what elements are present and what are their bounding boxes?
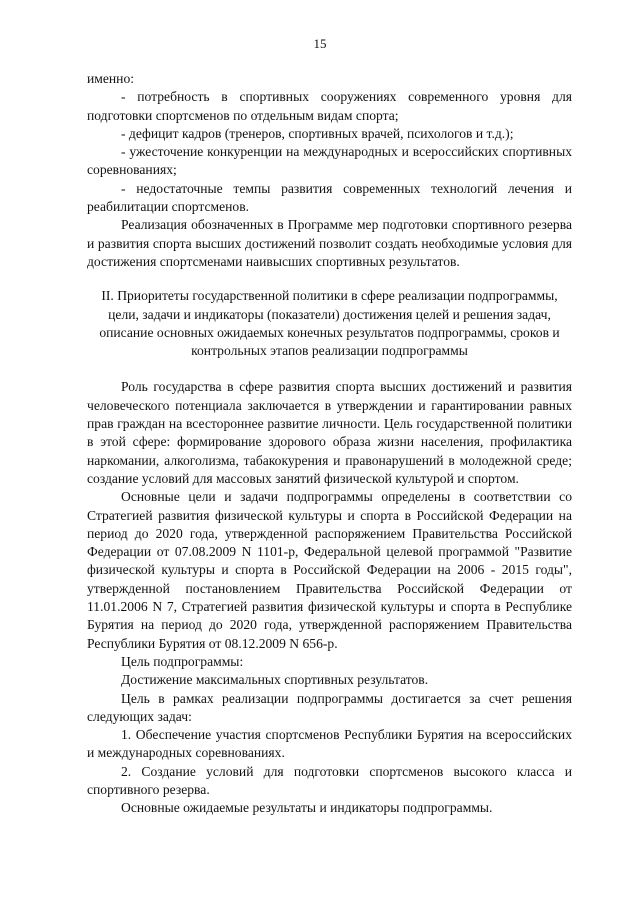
paragraph: Достижение максимальных спортивных результатов. (121, 672, 429, 688)
list-item: 2. Создание условий для подготовки спортсменов высокого класса и спортивного резерва. (87, 763, 572, 797)
paragraph: именно: (87, 71, 135, 86)
paragraph: Основные цели и задачи подпрограммы определены в соответствии со Стратегией развития физической культуры и спорта в Российской Федерации на период до 2020 года, утвержденной распоряжением Правительства Российской Федерации от 07.08.2009 N 1101-р, Федеральной целевой программой "Развитие физической культуры и спорта в Российской Федерации на 2006 - 2015 годы", утвержденной постановлением Правительства Российской Федерации от 11.01.2006 N 7, Стратегией развития физической культуры и спорта в Республике Бурятия на период до 2020 года, утвержденной распоряжением Правительства Республики Бурятия от 08.12.2009 N 656-р. (87, 489, 572, 651)
document-body (87, 70, 572, 818)
list-item: - ужесточение конкуренции на международных и всероссийских спортивных соревнованиях; (87, 144, 572, 178)
section-heading: II. Приоритеты государственной политики в сфере реализации подпрограммы, цели, задачи и индикаторы (показатели) достижения целей и решения задач, описание основных ожидаемых конечных результатов подпрограммы, сроков и контрольных этапов реализации подпрограммы (99, 288, 560, 359)
paragraph: Основные ожидаемые результаты и индикаторы подпрограммы. (121, 800, 493, 816)
page-number: 15 (313, 36, 327, 51)
paragraph: Реализация обозначенных в Программе мер подготовки спортивного резерва и развития спорта высших достижений позволит создать необходимые условия для достижения спортсменами наивысших спортивных результатов. (87, 217, 572, 269)
list-item: - дефицит кадров (тренеров, спортивных врачей, психологов и т.д.); (121, 125, 514, 141)
list-item: - потребность в спортивных сооружениях современного уровня для подготовки спортсменов по отдельным видам спорта; (87, 89, 572, 123)
paragraph: Цель подпрограммы: (121, 653, 244, 669)
list-item: 1. Обеспечение участия спортсменов Республики Бурятия на всероссийских и международных соревнованиях. (87, 727, 572, 761)
paragraph: Цель в рамках реализации подпрограммы достигается за счет решения следующих задач: (87, 690, 572, 724)
paragraph: Роль государства в сфере развития спорта высших достижений и развития человеческого потенциала заключается в утверждении и гарантировании равных прав граждан на всестороннее развитие личности. Цель государственной политики в этой сфере: формирование здорового образа жизни населения, профилактика наркомании, алкоголизма, табакокурения и правонарушений в молодежной среде; создание условий для массовых занятий физической культурой и спортом. (87, 379, 572, 486)
list-item: - недостаточные темпы развития современных технологий лечения и реабилитации спортсменов. (87, 180, 572, 215)
